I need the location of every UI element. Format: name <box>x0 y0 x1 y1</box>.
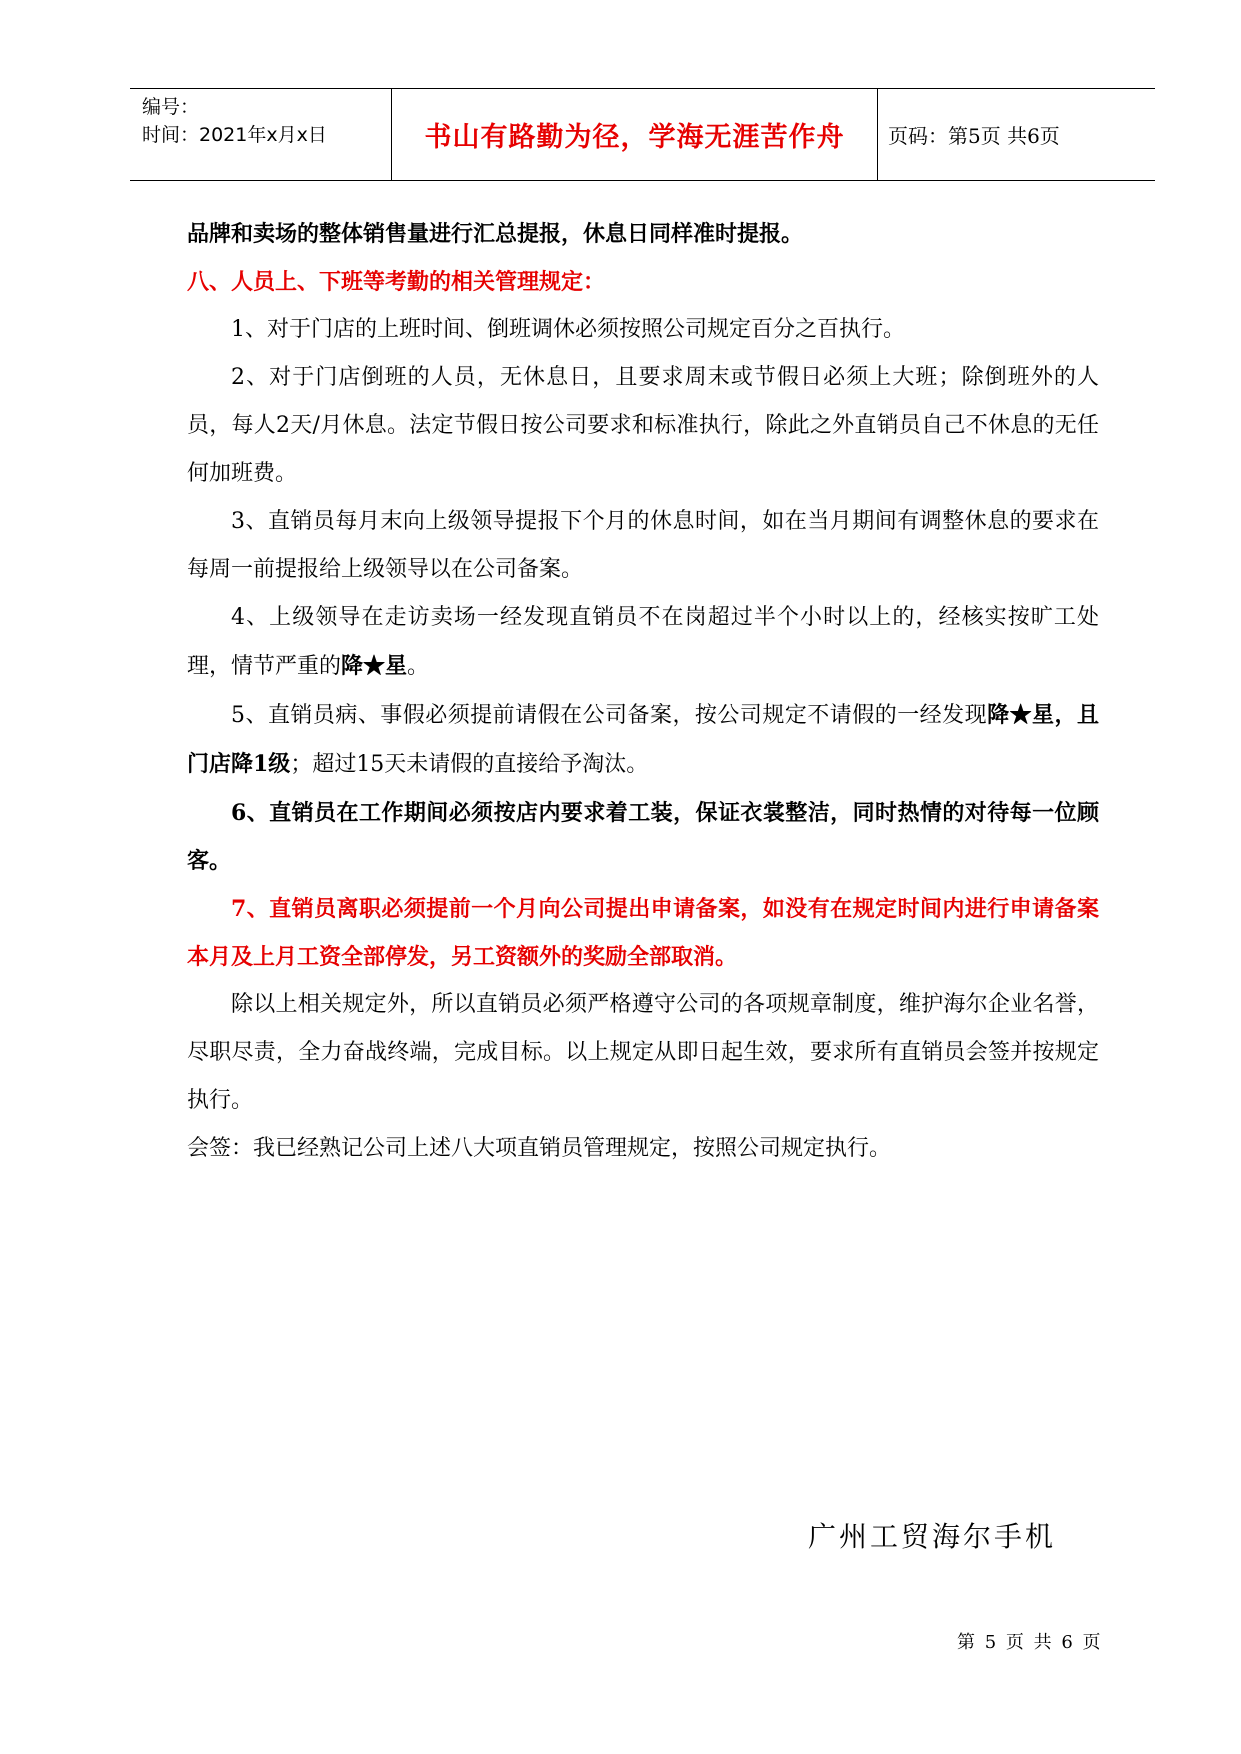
document-body <box>187 210 1099 1173</box>
header-motto: 书山有路勤为径，学海无涯苦作舟 <box>392 89 878 180</box>
rule-item-5-penalty: 降★星，且门店降1级 <box>187 702 1099 777</box>
rule-item-5-end: ；超过15天未请假的直接给予淘汰。 <box>290 752 649 777</box>
rule-item-6: 6、直销员在工作期间必须按店内要求着工装，保证衣裳整洁，同时热情的对待每一位顾客。 <box>187 800 1099 874</box>
rule-item-5 <box>187 691 1099 789</box>
page-footer: 第 5 页 共 6 页 <box>957 1632 1103 1653</box>
rule-item-5-text: 5、直销员病、事假必须提前请假在公司备案，按公司规定不请假的一经发现 <box>231 703 988 728</box>
section-heading-8: 八、人员上、下班等考勤的相关管理规定： <box>187 269 606 295</box>
rule-item-1: 1、对于门店的上班时间、倒班调休必须按照公司规定百分之百执行。 <box>231 317 905 342</box>
header-meta <box>130 89 392 180</box>
paragraph-continuation: 品牌和卖场的整体销售量进行汇总提报，休息日同样准时提报。 <box>187 221 804 247</box>
closing-paragraph: 除以上相关规定外，所以直销员必须严格遵守公司的各项规章制度，维护海尔企业名誉，尽职尽责，全力奋战终端，完成目标。以上规定从即日起生效，要求所有直销员会签并按规定执行。 <box>187 992 1099 1113</box>
document-time-label: 时间：2021年x月x日 <box>142 124 327 146</box>
company-signature: 广州工贸海尔手机 <box>808 1520 1057 1553</box>
rule-item-2: 2、对于门店倒班的人员，无休息日，且要求周末或节假日必须上大班；除倒班外的人员，每人2天/月休息。法定节假日按公司要求和标准执行，除此之外直销员自己不休息的无任何加班费。 <box>187 365 1099 486</box>
rule-item-4-penalty: 降★星 <box>341 653 408 679</box>
rule-item-4-end: 。 <box>407 654 430 679</box>
rule-item-3: 3、直销员每月末向上级领导提报下个月的休息时间，如在当月期间有调整休息的要求在每周一前提报给上级领导以在公司备案。 <box>187 509 1099 582</box>
rule-item-4-text: 4、上级领导在走访卖场一经发现直销员不在岗超过半个小时以上的，经核实按旷工处理，情节严重的 <box>187 605 1099 679</box>
countersign-line: 会签：我已经熟记公司上述八大项直销员管理规定，按照公司规定执行。 <box>187 1136 892 1161</box>
rule-item-4 <box>187 594 1099 691</box>
page-header <box>130 88 1155 181</box>
header-page-label: 页码：第5页 共6页 <box>888 124 1060 148</box>
rule-item-7: 7、直销员离职必须提前一个月向公司提出申请备案，如没有在规定时间内进行申请备案本月及上月工资全部停发，另工资额外的奖励全部取消。 <box>187 896 1099 970</box>
document-number-label: 编号： <box>142 96 200 118</box>
